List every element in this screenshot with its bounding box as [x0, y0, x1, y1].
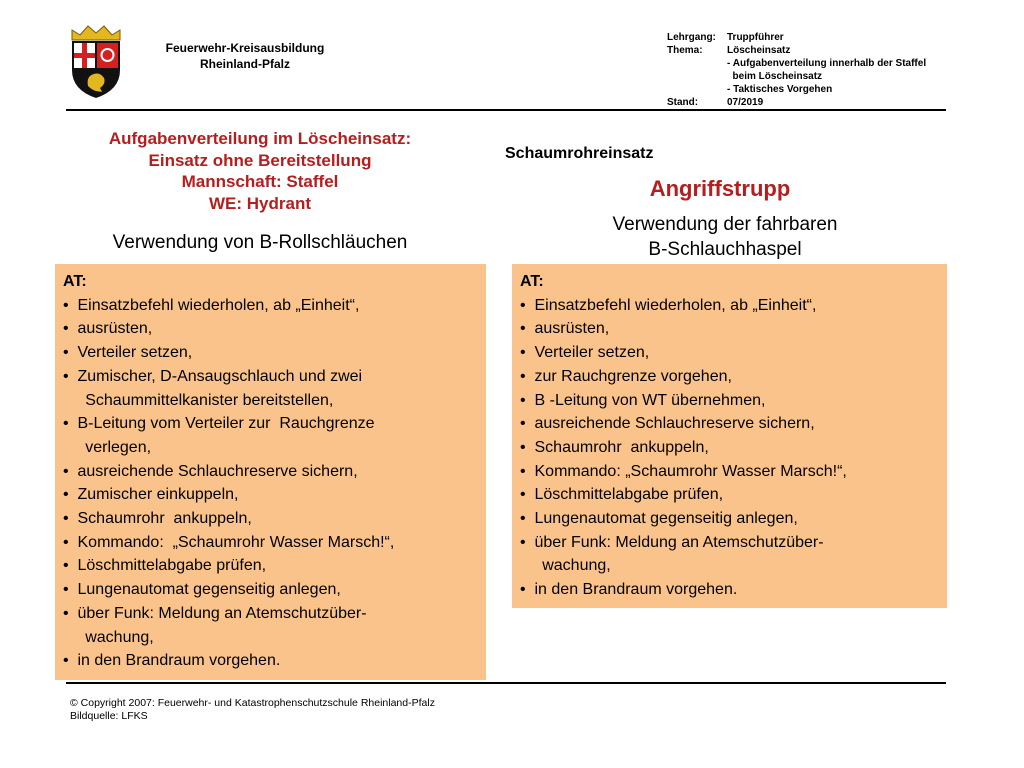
list-item: • in den Brandraum vorgehen. [63, 652, 281, 670]
left-subtitle: Verwendung von B-Rollschläuchen [112, 232, 408, 253]
right-subtitle: Verwendung der fahrbaren B-Schlauchhaspel [612, 214, 838, 260]
list-item: • ausrüsten, [520, 320, 610, 338]
list-item: verlegen, [63, 438, 152, 456]
box-heading: AT: [63, 273, 87, 290]
list-item: • Verteiler setzen, [520, 344, 650, 362]
list-item: • über Funk: Meldung an Atemschutzüber- [63, 604, 367, 622]
left-task-box [55, 264, 486, 680]
image-source-text: Bildquelle: LFKS [70, 710, 148, 722]
list-item: • ausreichende Schlauchreserve sichern, [63, 462, 358, 480]
meta-row: - Aufgabenverteilung innerhalb der Staffel [727, 58, 927, 69]
footer [70, 697, 435, 723]
list-item: • Zumischer, D-Ansaugschlauch und zwei [63, 367, 363, 385]
list-item: • Schaumrohr ankuppeln, [520, 438, 709, 456]
list-item: • Kommando: „Schaumrohr Wasser Marsch!“, [520, 462, 847, 480]
list-item: • Schaumrohr ankuppeln, [63, 510, 252, 528]
right-heading: Schaumrohreinsatz [505, 145, 654, 162]
list-item: Schaummittelkanister bereitstellen, [63, 391, 334, 409]
footer-divider [66, 682, 946, 684]
meta-row: beim Löscheinsatz [727, 71, 823, 82]
list-item: wachung, [63, 628, 154, 646]
meta-row: Thema: Löscheinsatz [667, 45, 791, 56]
list-item: • Löschmittelabgabe prüfen, [520, 486, 724, 504]
box-heading: AT: [520, 273, 544, 290]
meta-row: Stand: 07/2019 [667, 97, 764, 108]
right-task-list [520, 270, 847, 602]
list-item: • zur Rauchgrenze vorgehen, [520, 367, 732, 385]
course-meta [667, 31, 926, 109]
list-item: • Einsatzbefehl wiederholen, ab „Einheit“, [520, 296, 817, 314]
list-item: • Einsatzbefehl wiederholen, ab „Einheit“, [63, 296, 360, 314]
copyright-text: © Copyright 2007: Feuerwehr- und Katastrophenschutzschule Rheinland-Pfalz [70, 697, 435, 709]
organization-name [140, 40, 350, 72]
list-item: • ausrüsten, [63, 320, 153, 338]
list-item: • B-Leitung vom Verteiler zur Rauchgrenze [63, 415, 375, 433]
right-task-box [512, 264, 947, 608]
page-title: Aufgabenverteilung im Löscheinsatz: Einsatz ohne Bereitstellung Mannschaft: Staffel WE: Hydrant [108, 129, 412, 213]
list-item: wachung, [520, 557, 611, 575]
list-item: • ausreichende Schlauchreserve sichern, [520, 415, 815, 433]
org-line-2: Rheinland-Pfalz [199, 57, 290, 71]
list-item: • in den Brandraum vorgehen. [520, 581, 738, 599]
list-item: • Lungenautomat gegenseitig anlegen, [520, 510, 798, 528]
list-item: • Zumischer einkuppeln, [63, 486, 239, 504]
list-item: • Kommando: „Schaumrohr Wasser Marsch!“, [63, 533, 395, 551]
org-line-1: Feuerwehr-Kreisausbildung [165, 41, 325, 55]
list-item: • über Funk: Meldung an Atemschutzüber- [520, 533, 824, 551]
list-item: • Lungenautomat gegenseitig anlegen, [63, 581, 341, 599]
list-item: • Löschmittelabgabe prüfen, [63, 557, 267, 575]
rheinland-pfalz-coat-of-arms-icon [66, 24, 126, 100]
right-title: Angriffstrupp [649, 176, 791, 201]
list-item: • B -Leitung von WT übernehmen, [520, 391, 766, 409]
list-item: • Verteiler setzen, [63, 344, 193, 362]
meta-row: - Taktisches Vorgehen [727, 84, 833, 95]
header-divider [66, 109, 946, 111]
left-task-list [63, 270, 394, 673]
meta-row: Lehrgang: Truppführer [667, 32, 784, 43]
